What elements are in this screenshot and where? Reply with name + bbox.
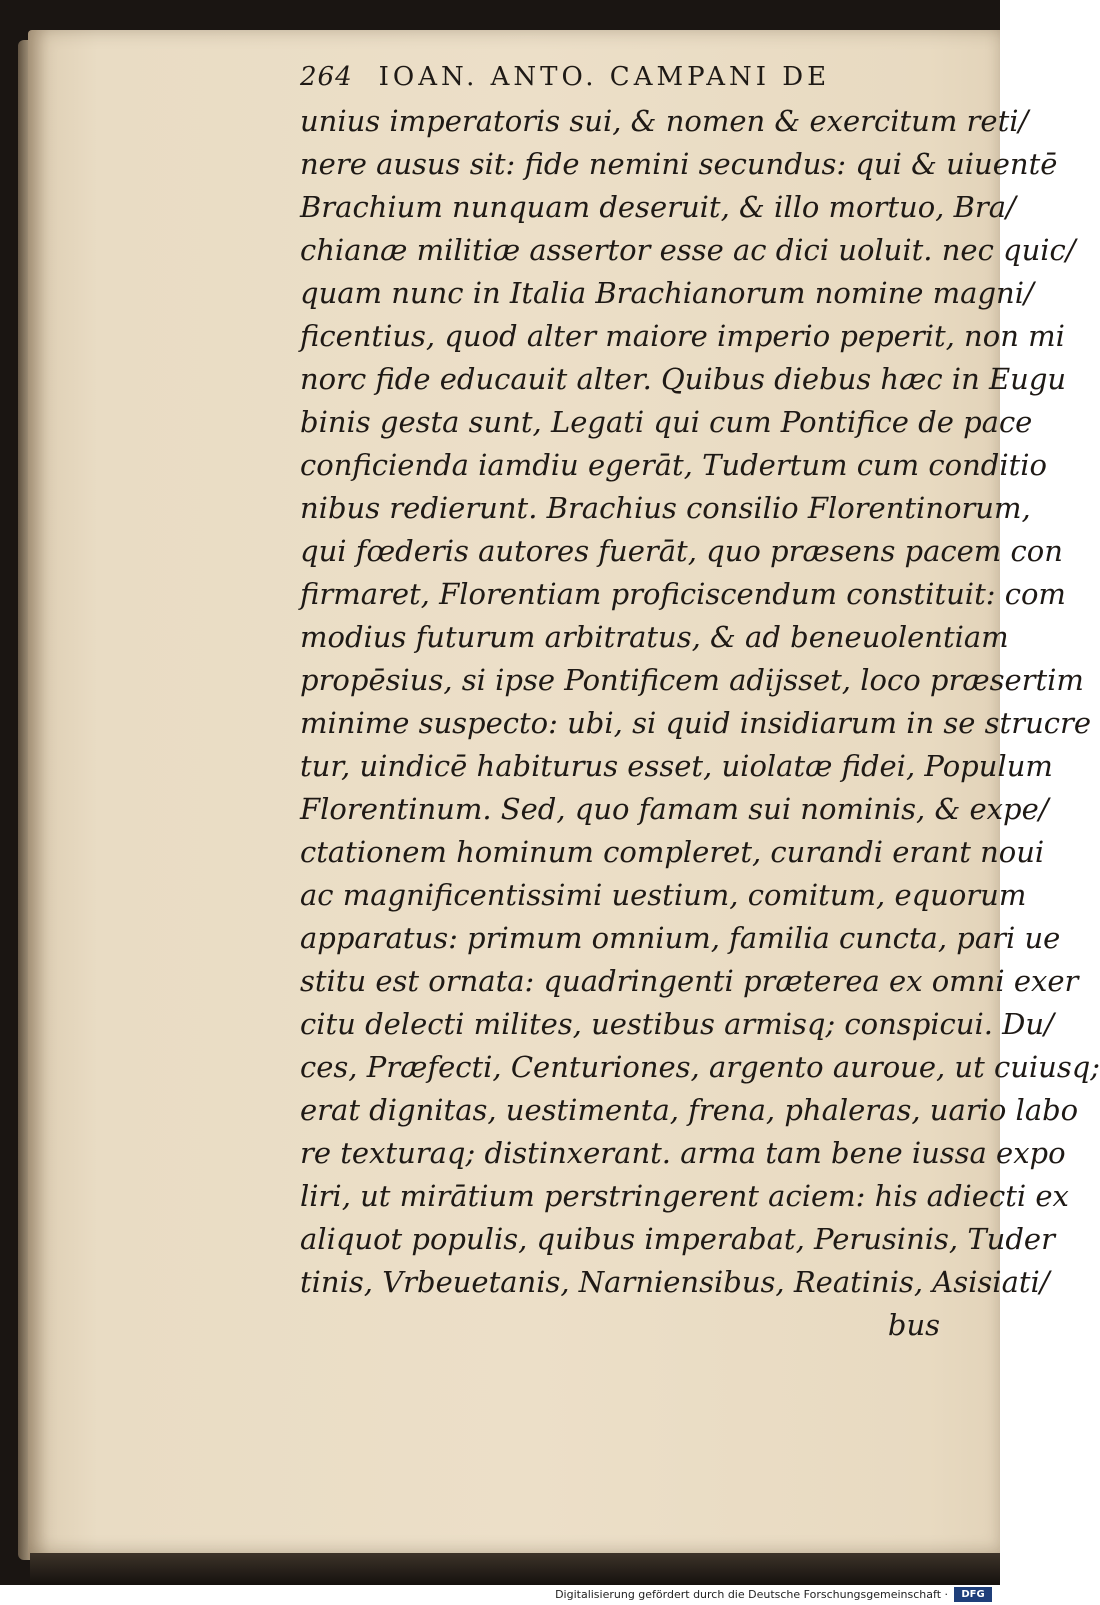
text-line: nere ausus sit: fide nemini secundus: qui & uiuentē [300,147,1058,181]
text-line: Brachium nunquam deseruit, & illo mortuo, Bra/ [300,190,1016,224]
text-line: nibus redierunt. Brachius consilio Florentinorum, [300,491,1031,525]
body-text [300,100,1100,1347]
funding-credit: Digitalisierung gefördert durch die Deutsche Forschungsgemeinschaft · [555,1588,948,1601]
text-line: tur, uindicē habiturus esset, uiolatæ fidei, Populum [300,749,1053,783]
text-line: quam nunc in Italia Brachianorum nomine magni/ [300,276,1034,310]
text-line: ficentius, quod alter maiore imperio peperit, non mi [300,319,1065,353]
text-line: ac magnificentissimi uestium, comitum, equorum [300,878,1027,912]
text-line: unius imperatoris sui, & nomen & exercitum reti/ [300,104,1029,138]
text-line: ces, Præfecti, Centuriones, argento auroue, ut cuiusq; [300,1050,1100,1084]
dfg-logo: DFG [954,1587,992,1602]
text-line: qui fœderis autores fuerāt, quo præsens pacem con [300,534,1063,568]
running-title: IOAN. ANTO. CAMPANI DE [378,62,831,92]
text-line: minime suspecto: ubi, si quid insidiarum in se strucre [300,706,1092,740]
text-line: stitu est ornata: quadringenti præterea ex omni exer [300,964,1079,998]
text-line: liri, ut mirātium perstringerent aciem: his adiecti ex [300,1179,1069,1213]
text-line: conficienda iamdiu egerāt, Tudertum cum conditio [300,448,1047,482]
page-number: 264 [300,62,353,92]
text-line: tinis, Vrbeuetanis, Narniensibus, Reatinis, Asisiati/ [300,1265,1050,1299]
text-line: ctationem hominum compleret, curandi erant noui [300,835,1045,869]
text-line: firmaret, Florentiam proficiscendum constituit: com [300,577,1066,611]
page-bottom-edge [30,1553,1000,1585]
text-line: norc fide educauit alter. Quibus diebus hæc in Eugu [300,362,1067,396]
text-line: citu delecti milites, uestibus armisq; conspicui. Du/ [300,1007,1054,1041]
text-line: erat dignitas, uestimenta, frena, phaleras, uario labo [300,1093,1079,1127]
text-line: aliquot populis, quibus imperabat, Perusinis, Tuder [300,1222,1055,1256]
text-line: propēsius, si ipse Pontificem adijsset, loco præsertim [300,663,1084,697]
digitization-footer [0,1585,1000,1605]
text-line: Florentinum. Sed, quo famam sui nominis, & expe/ [300,792,1049,826]
text-line: binis gesta sunt, Legati qui cum Pontifice de pace [300,405,1033,439]
text-line: modius futurum arbitratus, & ad beneuolentiam [300,620,1009,654]
text-line: re texturaq; distinxerant. arma tam bene iussa expo [300,1136,1066,1170]
text-line: chianæ militiæ assertor esse ac dici uoluit. nec quic/ [300,233,1076,267]
running-head [300,62,900,102]
text-line: apparatus: primum omnium, familia cuncta, pari ue [300,921,1061,955]
catchword: bus [887,1308,940,1342]
